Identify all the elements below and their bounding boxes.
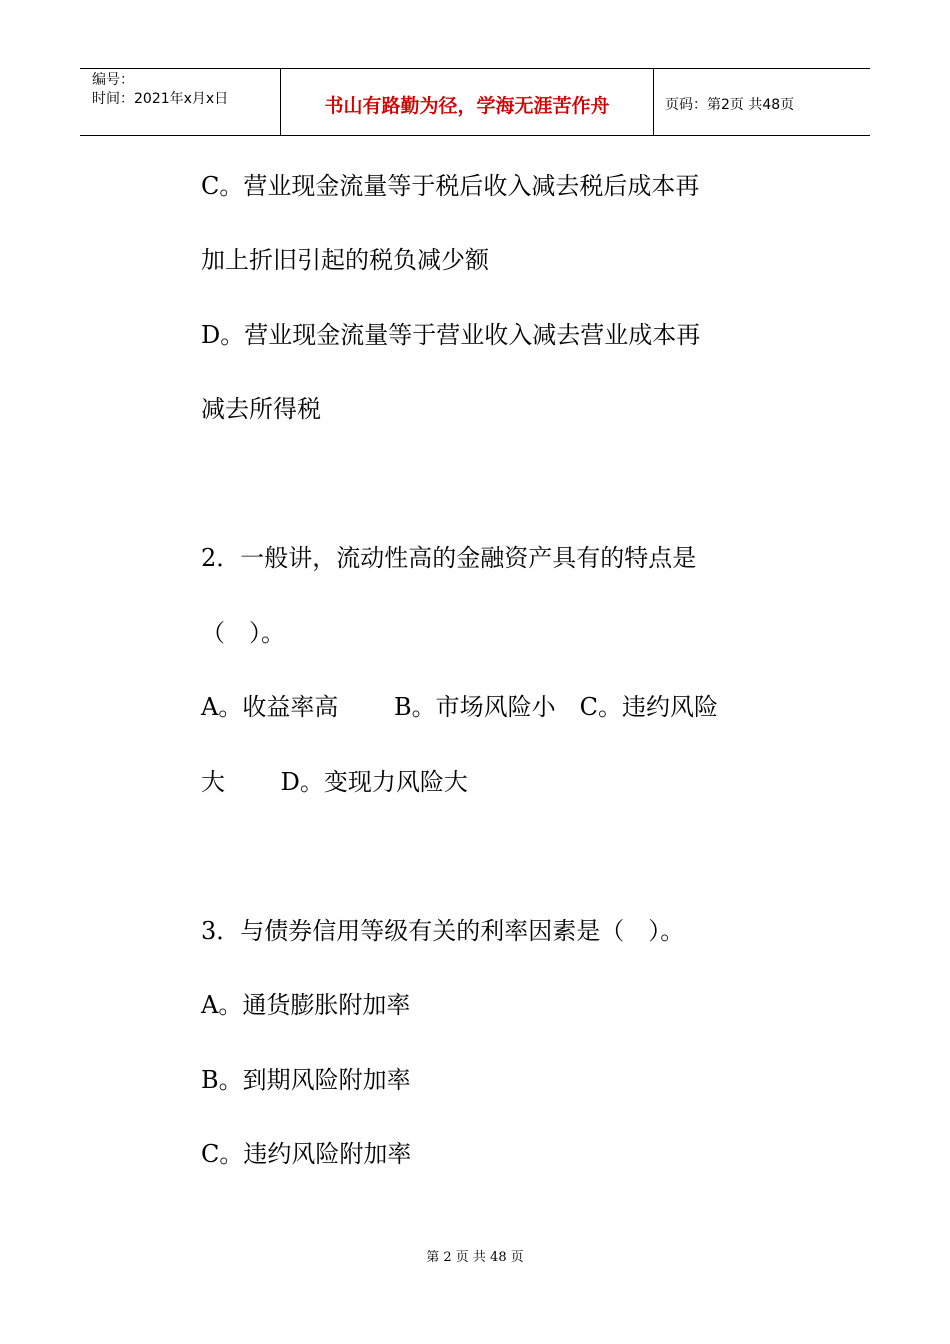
question-2-options-line-1: A。收益率高 B。市场风险小 C。违约风险	[201, 693, 718, 721]
header-motto: 书山有路勤为径，学海无涯苦作舟	[281, 69, 654, 135]
option-c-line-2: 加上折旧引起的税负减少额	[201, 246, 489, 274]
document-number-label: 编号：	[92, 72, 134, 88]
question-3-option-c: C。违约风险附加率	[201, 1140, 412, 1168]
question-3-option-b: B。到期风险附加率	[201, 1066, 411, 1094]
page-footer: 第 2 页 共 48 页	[426, 1250, 524, 1265]
option-d-line-2: 减去所得税	[201, 395, 321, 423]
header-meta	[80, 69, 281, 135]
question-2-line-2: （ ）。	[201, 619, 285, 647]
option-d-line-1: D。营业现金流量等于营业收入减去营业成本再	[201, 321, 701, 349]
question-2-options-line-2: 大 D。变现力风险大	[201, 768, 468, 796]
page-header	[80, 68, 870, 136]
question-2-line-1: 2．一般讲，流动性高的金融资产具有的特点是	[201, 544, 697, 572]
option-c-line-1: C。营业现金流量等于税后收入减去税后成本再	[201, 172, 700, 200]
question-3-option-a: A。通货膨胀附加率	[201, 991, 411, 1019]
question-3-line: 3．与债券信用等级有关的利率因素是（ ）。	[201, 917, 685, 945]
header-page-info: 页码：第2页 共48页	[665, 97, 795, 113]
document-time-label: 时间：2021年x月x日	[92, 91, 229, 107]
